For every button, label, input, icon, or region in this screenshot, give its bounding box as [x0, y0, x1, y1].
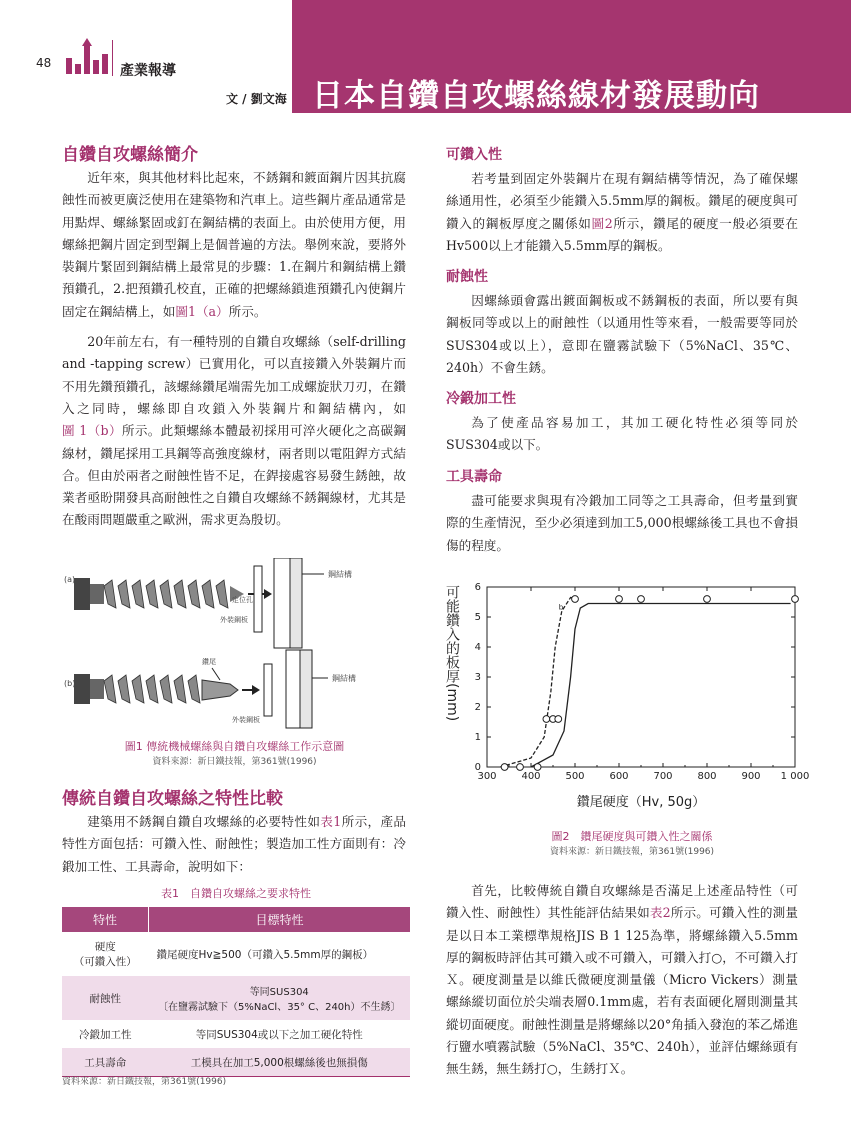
article-title: 日本自鑽自攻螺絲線材發展動向	[312, 78, 760, 114]
x-tick-label: 900	[741, 771, 761, 782]
corrosion-heading: 耐蝕性	[446, 269, 488, 285]
comparison-paragraph: 建築用不銹鋼自鑽自攻螺絲的必要特性如表1所示，產品特性方面包括：可鑽入性、耐蝕性；製造加工性方面則有：冷鍛加工性、工具壽命，說明如下：	[62, 814, 407, 874]
data-point	[792, 596, 799, 603]
table-row: 冷鍛加工性 等同SUS304或以下之加工硬化特性	[79, 1028, 363, 1041]
x-tick-label: 500	[565, 771, 585, 782]
y-tick-label: 2	[474, 702, 481, 713]
figure-1-outer-sheet-b: 外裝鋼板	[232, 716, 260, 724]
conclusion-paragraph: 首先，比較傳統自鑽自攻螺絲是否滿足上述產品特性（可鑽入性、耐蝕性）其性能評估結果如表2所示。可鑽入性的測量是以日本工業標準規格JIS B 1 125為準，將螺絲鑽入5.5mm厚的鋼板時評估其可鑽入或不可鑽入，可鑽入打○，不可鑽入打Ｘ。硬度測量是以維氏微硬度測量儀（Micro Vickers）測量螺絲縱切面位於尖端表層0.1mm處，若有表面硬化層則測量其縱切面硬度。耐蝕性測量是將螺絲以20°角插入發泡的苯乙烯進行鹽水噴霧試驗（5%NaCl、35℃、240h），並評估螺絲頭有無生銹，無生銹打○，生銹打Ｘ。	[446, 883, 799, 1077]
x-tick-label: 1 000	[780, 771, 810, 782]
drillability-heading: 可鑽入性	[446, 147, 502, 163]
table-1-source: 資料來源：新日鐵技報，第361號(1996)	[62, 1077, 227, 1087]
y-tick-label: 3	[474, 672, 481, 683]
figure-1-drill-tip: 鑽尾	[202, 658, 216, 666]
figure-1-alignment-hole: 定位孔	[232, 596, 253, 604]
y-tick-label: 1	[474, 732, 481, 743]
intro-paragraph-1: 近年來，與其他材料比起來，不銹鋼和鍍面鋼片因其抗腐蝕性而被更廣泛使用在建築物和汽車上。這些鋼片產品通常是用點焊、螺絲緊固或釘在鋼結構的表面上。由於使用方便，用螺絲把鋼片固定到型鋼上是個普遍的方法。舉例來說，要將外裝鋼片緊固到鋼結構上最常見的步驟：1.在鋼片和鋼結構上鑽預鑽孔，2.把預鑽孔校直，正確的把螺絲鎖進預鑽孔內使鋼片固定在鋼結構上，如圖1（a）所示。	[62, 170, 406, 319]
byline: 文 / 劉文海	[226, 92, 287, 106]
cold-forging-body	[446, 412, 798, 457]
intro-paragraph-2: 20年前左右，有一種特別的自鑽自攻螺絲（self-drilling and -tapping screw）已實用化，可以直接鑽入外裝鋼片而不用先鑽預鑽孔，該螺絲鑽尾端需先加工成螺旋狀刀刃，在鑽入之同時，螺絲即自攻鎖入外裝鋼片和鋼結構內，如圖 1（b）所示。此類螺絲本體最初採用可淬火硬化之高碳鋼線材，鑽尾採用工具鋼等高強度線材，兩者則以電阻銲方式結合。但由於兩者之耐蝕性皆不足，在銲接處容易發生銹蝕，故業者亟盼開發具高耐蝕性之自鑽自攻螺絲不銹鋼線材，尤其是在酸雨問題嚴重之歐洲，需求更為殷切。	[62, 334, 407, 528]
chart-logo-icon	[66, 38, 108, 74]
data-point	[704, 596, 711, 603]
y-tick-label: 0	[474, 762, 481, 773]
figure-1a-ref[interactable]: 圖1（a）	[175, 303, 229, 319]
x-axis-label: 鑽尾硬度（Hv, 50g）	[576, 795, 706, 810]
figure-1-steel-structure-a: 鋼結構	[328, 570, 352, 579]
figure-1-label-a: (a)	[64, 575, 76, 584]
figure-2-source: 資料來源：新日鐵技報，第361號(1996)	[549, 847, 715, 857]
x-tick-label: 300	[477, 771, 497, 782]
header-divider	[112, 40, 113, 76]
table-1	[62, 907, 410, 1077]
tool-life-heading: 工具壽命	[446, 469, 502, 485]
dashed-boundary-curve	[500, 598, 579, 768]
figure-1	[62, 558, 407, 733]
solid-boundary-curve	[531, 604, 791, 768]
figure-2-caption: 圖2 鑽尾硬度與可鑽入性之關係	[551, 830, 713, 843]
intro-body	[62, 167, 406, 532]
table-1-col-target: 目標特性	[149, 907, 411, 932]
y-tick-label: 6	[474, 582, 481, 593]
figure-1-steel-structure-b: 鋼結構	[332, 674, 356, 683]
figure-1-outer-sheet-a: 外裝鋼板	[220, 616, 248, 624]
x-tick-label: 400	[521, 771, 541, 782]
corrosion-paragraph: 因螺絲頭會露出鍍面鋼板或不銹鋼板的表面，所以要有與鋼板同等或以上的耐蝕性（以通用性等來看，一般需要等同於SUS304或以上），意即在鹽霧試驗下（5%NaCl、35℃、240h）不會生銹。	[446, 293, 798, 375]
figure-1-caption: 圖1 傳統機械螺絲與自鑽自攻螺絲工作示意圖	[124, 740, 345, 753]
y-tick-label: 5	[474, 612, 481, 623]
comparison-heading: 傳統自鑽自攻螺絲之特性比較	[62, 789, 283, 809]
table-1-ref[interactable]: 表1	[320, 814, 342, 829]
section-label: 產業報導	[120, 63, 176, 79]
figure-2-chart	[440, 575, 812, 815]
data-point	[501, 764, 508, 771]
y-tick-label: 4	[474, 642, 481, 653]
data-point	[616, 596, 623, 603]
data-point	[517, 764, 524, 771]
table-row: 硬度 （可鑽入性） 鑽尾硬度Hv≧500（可鑽入5.5mm厚的鋼板）	[73, 941, 374, 968]
page-number: 48	[36, 56, 52, 70]
plot-frame	[487, 587, 795, 767]
table-1-caption: 表1 自鑽自攻螺絲之要求特性	[161, 887, 311, 900]
table-1-header	[62, 907, 410, 932]
x-tick-label: 800	[697, 771, 717, 782]
cold-forging-heading: 冷鍛加工性	[446, 391, 516, 407]
figure-1-label-b: (b)	[64, 679, 76, 688]
comparison-body	[62, 811, 406, 878]
intro-heading: 自鑽自攻螺絲簡介	[62, 145, 198, 165]
table-row: 工具壽命 工模具在加工5,000根螺絲後也無損傷	[62, 1048, 410, 1076]
data-point	[638, 596, 645, 603]
corrosion-body	[446, 290, 798, 379]
y-axis-label: 可能鑽入的板厚(mm)	[444, 585, 460, 722]
data-point	[555, 716, 562, 723]
conclusion-body	[446, 880, 798, 1081]
drillability-body	[446, 168, 798, 257]
table-2-ref[interactable]: 表2	[649, 905, 671, 921]
figure-1b-ref[interactable]: 圖 1（b）	[62, 423, 122, 439]
cold-forging-paragraph: 為了使產品容易加工，其加工硬化特性必須等同於SUS304或以下。	[446, 415, 798, 453]
tool-life-paragraph: 盡可能要求與現有冷鍛加工同等之工具壽命，但考量到實際的生產情況，至少必須達到加工5,000根螺絲後工具也不會損傷的程度。	[446, 493, 798, 553]
figure-1-source: 資料來源：新日鐵技報，第361號(1996)	[152, 757, 317, 767]
x-tick-label: 600	[609, 771, 629, 782]
point-label: b	[558, 603, 564, 612]
data-point	[572, 596, 579, 603]
tool-life-body	[446, 490, 798, 557]
table-row: 耐蝕性 等同SUS304 〔在鹽霧試驗下（5%NaCl、35° C、240h）不生銹〕	[62, 976, 410, 1020]
table-1-col-property: 特性	[62, 907, 149, 932]
x-tick-label: 700	[653, 771, 673, 782]
figure-2-ref[interactable]: 圖2	[591, 215, 613, 231]
drillability-paragraph: 若考量到固定外裝鋼片在現有鋼結構等情況，為了確保螺絲通用性，必須至少能鑽入5.5mm厚的鋼板。鑽尾的硬度與可鑽入的鋼板厚度之關係如圖2所示，鑽尾的硬度一般必須要在Hv500以上才能鑽入5.5mm厚的鋼板。	[446, 171, 799, 253]
data-point	[543, 716, 550, 723]
data-point	[534, 764, 541, 771]
